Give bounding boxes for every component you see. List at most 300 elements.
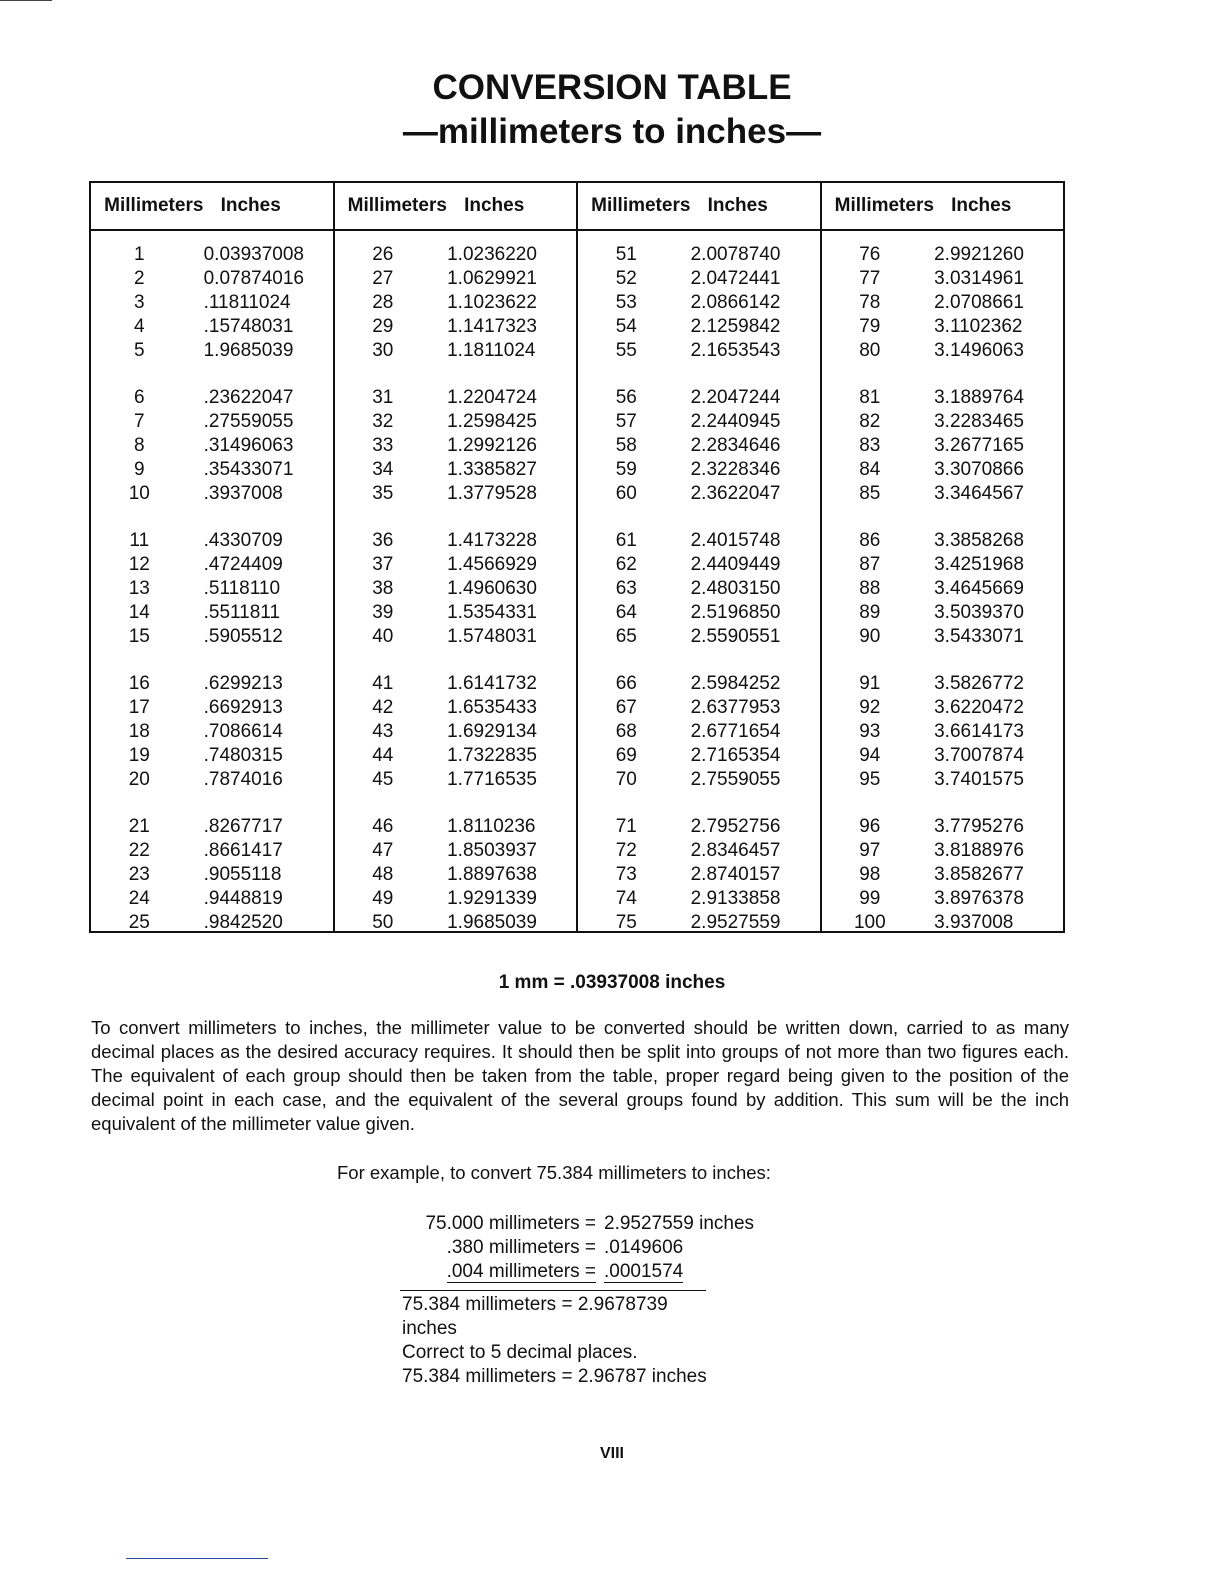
mm-value: 35 xyxy=(372,483,394,504)
table-header xyxy=(335,183,577,231)
mm-value: 78 xyxy=(859,292,881,313)
inch-value: 2.8740157 xyxy=(690,864,781,885)
inch-value: 2.2834646 xyxy=(690,435,781,456)
inch-value: .15748031 xyxy=(203,316,294,337)
inch-value: 2.9527559 xyxy=(690,912,781,933)
header-inches: Inches xyxy=(951,195,1012,216)
mm-value: 93 xyxy=(859,721,881,742)
table-column-group xyxy=(822,183,1064,931)
table-row xyxy=(578,529,820,553)
inch-value: 1.8503937 xyxy=(447,840,537,861)
mm-value: 21 xyxy=(128,816,150,837)
table-row xyxy=(822,815,1064,839)
mm-value: 50 xyxy=(372,912,394,933)
mm-value: 14 xyxy=(128,602,150,623)
mm-value: 48 xyxy=(372,864,394,885)
inch-value: 2.3622047 xyxy=(690,483,781,504)
table-row xyxy=(91,529,333,553)
table-row xyxy=(822,839,1064,863)
inch-value: .5905512 xyxy=(203,626,283,647)
table-row xyxy=(578,267,820,291)
inch-value: 2.7165354 xyxy=(690,745,781,766)
table-row xyxy=(822,315,1064,339)
mm-value: 32 xyxy=(372,411,394,432)
inch-value: 1.5748031 xyxy=(447,626,537,647)
mm-value: 68 xyxy=(615,721,637,742)
table-row xyxy=(578,243,820,267)
inch-value: 3.1496063 xyxy=(934,340,1024,361)
mm-value: 63 xyxy=(615,578,637,599)
inch-value: 3.2677165 xyxy=(934,435,1024,456)
table-row xyxy=(91,315,333,339)
table-row xyxy=(335,863,577,887)
header-millimeters: Millimeters xyxy=(347,195,447,216)
inch-value: 1.8897638 xyxy=(447,864,537,885)
mm-value: 25 xyxy=(128,912,150,933)
mm-value: 97 xyxy=(859,840,881,861)
inch-value: .4330709 xyxy=(203,530,283,551)
inch-value: 2.0078740 xyxy=(690,244,781,265)
inch-value: 3.4645669 xyxy=(934,578,1024,599)
table-row xyxy=(578,672,820,696)
table-row xyxy=(578,386,820,410)
table-row xyxy=(335,839,577,863)
page-number: VIII xyxy=(599,1445,624,1462)
inch-value: 2.6771654 xyxy=(690,721,781,742)
mm-value: 66 xyxy=(615,673,637,694)
inch-value: 3.6614173 xyxy=(934,721,1024,742)
mm-value: 2 xyxy=(134,268,145,289)
title-line-1: CONVERSION TABLE xyxy=(432,68,792,107)
inch-value: 2.1653543 xyxy=(690,340,781,361)
inch-value: 3.6220472 xyxy=(934,697,1024,718)
inch-value: 2.2440945 xyxy=(690,411,781,432)
mm-value: 26 xyxy=(372,244,394,265)
mm-value: 86 xyxy=(859,530,881,551)
mm-value: 73 xyxy=(615,864,637,885)
table-row xyxy=(578,315,820,339)
inch-value: 3.5826772 xyxy=(934,673,1024,694)
table-row xyxy=(335,553,577,577)
table-row xyxy=(91,696,333,720)
mm-value: 90 xyxy=(859,626,881,647)
table-row xyxy=(91,815,333,839)
worked-example xyxy=(400,1212,754,1389)
row-block xyxy=(822,672,1064,792)
table-row xyxy=(335,887,577,911)
table-row xyxy=(822,458,1064,482)
mm-value: 38 xyxy=(372,578,394,599)
mm-value: 20 xyxy=(128,769,150,790)
inch-value: 2.3228346 xyxy=(690,459,781,480)
inch-value: 2.2047244 xyxy=(690,387,781,408)
inch-value: 1.4960630 xyxy=(447,578,537,599)
mm-value: 12 xyxy=(128,554,150,575)
row-block xyxy=(335,672,577,792)
table-row xyxy=(822,577,1064,601)
inch-value: 2.8346457 xyxy=(690,840,781,861)
mm-value: 91 xyxy=(859,673,881,694)
table-row xyxy=(335,267,577,291)
table-row xyxy=(91,553,333,577)
row-block xyxy=(822,815,1064,935)
inch-value: 2.5590551 xyxy=(690,626,781,647)
inch-value: 1.6535433 xyxy=(447,697,537,718)
inch-value: 1.8110236 xyxy=(447,816,536,837)
table-row xyxy=(822,482,1064,506)
inch-value: .9448819 xyxy=(203,888,283,909)
row-block xyxy=(91,529,333,649)
table-row xyxy=(578,577,820,601)
inch-value: 3.1889764 xyxy=(934,387,1024,408)
table-row xyxy=(578,553,820,577)
row-block xyxy=(822,386,1064,506)
table-row xyxy=(822,625,1064,649)
inch-value: 1.9685039 xyxy=(447,912,537,933)
example-line-left: 75.000 millimeters = xyxy=(425,1213,596,1234)
title-line-2: —millimeters to inches— xyxy=(402,112,822,151)
table-row xyxy=(335,696,577,720)
inch-value: 1.3385827 xyxy=(447,459,537,480)
row-block xyxy=(822,243,1064,363)
inch-value: 2.9921260 xyxy=(934,244,1024,265)
inch-value: 2.7559055 xyxy=(690,769,781,790)
mm-value: 3 xyxy=(134,292,145,313)
inch-value: 1.2204724 xyxy=(447,387,537,408)
header-inches: Inches xyxy=(464,195,525,216)
inch-value: 0.03937008 xyxy=(203,244,304,265)
table-row xyxy=(822,887,1064,911)
mm-value: 15 xyxy=(128,626,150,647)
table-row xyxy=(578,839,820,863)
table-row xyxy=(91,577,333,601)
table-row xyxy=(91,601,333,625)
mm-value: 79 xyxy=(859,316,881,337)
table-row xyxy=(578,863,820,887)
example-line-left-text: .004 millimeters = xyxy=(446,1261,596,1282)
table-row xyxy=(335,434,577,458)
table-column-group xyxy=(91,183,335,931)
table-column-group xyxy=(578,183,822,931)
table-header xyxy=(822,183,1064,231)
inch-value: .7086614 xyxy=(203,721,283,742)
conversion-formula: 1 mm = .03937008 inches xyxy=(498,972,726,993)
mm-value: 98 xyxy=(859,864,881,885)
mm-value: 49 xyxy=(372,888,394,909)
mm-value: 100 xyxy=(853,912,886,933)
mm-value: 80 xyxy=(859,340,881,361)
table-row xyxy=(822,386,1064,410)
mm-value: 74 xyxy=(615,888,637,909)
row-block xyxy=(822,529,1064,649)
table-row xyxy=(335,529,577,553)
mm-value: 36 xyxy=(372,530,394,551)
mm-value: 81 xyxy=(859,387,881,408)
table-row xyxy=(91,386,333,410)
mm-value: 75 xyxy=(615,912,637,933)
example-line-right xyxy=(604,1260,683,1284)
table-row xyxy=(91,625,333,649)
example-line xyxy=(400,1212,754,1236)
mm-value: 72 xyxy=(615,840,637,861)
table-row xyxy=(822,911,1064,935)
mm-value: 41 xyxy=(372,673,394,694)
example-line-left xyxy=(400,1260,604,1284)
inch-value: 1.1023622 xyxy=(447,292,537,313)
inch-value: 3.3464567 xyxy=(934,483,1024,504)
row-block xyxy=(335,243,577,363)
table-row xyxy=(822,744,1064,768)
inch-value: 1.9685039 xyxy=(203,340,294,361)
conversion-table xyxy=(89,181,1065,933)
mm-value: 76 xyxy=(859,244,881,265)
mm-value: 46 xyxy=(372,816,394,837)
table-row xyxy=(822,243,1064,267)
table-row xyxy=(822,553,1064,577)
mm-value: 40 xyxy=(372,626,394,647)
table-header xyxy=(91,183,333,231)
table-row xyxy=(335,744,577,768)
table-row xyxy=(822,291,1064,315)
mm-value: 29 xyxy=(372,316,394,337)
example-line-right: 2.9527559 inches xyxy=(604,1213,755,1234)
example-intro: For example, to convert 75.384 millimeters to inches: xyxy=(337,1162,771,1183)
mm-value: 22 xyxy=(128,840,150,861)
mm-value: 59 xyxy=(615,459,637,480)
inch-value: 1.5354331 xyxy=(447,602,537,623)
mm-value: 60 xyxy=(615,483,637,504)
mm-value: 87 xyxy=(859,554,881,575)
inch-value: 1.4173228 xyxy=(447,530,537,551)
inch-value: 3.1102362 xyxy=(934,316,1023,337)
inch-value: 2.5196850 xyxy=(690,602,781,623)
inch-value: 2.9133858 xyxy=(690,888,781,909)
bottom-edge-line xyxy=(126,1558,268,1559)
inch-value: 2.6377953 xyxy=(690,697,781,718)
inch-value: 3.8976378 xyxy=(934,888,1024,909)
mm-value: 69 xyxy=(615,745,637,766)
mm-value: 70 xyxy=(615,769,637,790)
inch-value: 2.4015748 xyxy=(690,530,781,551)
row-block xyxy=(91,386,333,506)
inch-value: 2.7952756 xyxy=(690,816,781,837)
table-row xyxy=(822,410,1064,434)
table-row xyxy=(91,887,333,911)
table-row xyxy=(578,768,820,792)
mm-value: 9 xyxy=(134,459,145,480)
page-title xyxy=(0,66,1224,154)
inch-value: .8267717 xyxy=(203,816,283,837)
mm-value: 82 xyxy=(859,411,881,432)
header-inches: Inches xyxy=(707,195,768,216)
mm-value: 19 xyxy=(128,745,150,766)
table-row xyxy=(335,601,577,625)
table-row xyxy=(335,815,577,839)
inch-value: 1.1417323 xyxy=(447,316,537,337)
inch-value: 1.2992126 xyxy=(447,435,537,456)
mm-value: 18 xyxy=(128,721,150,742)
table-row xyxy=(578,601,820,625)
mm-value: 95 xyxy=(859,769,881,790)
table-row xyxy=(335,243,577,267)
mm-value: 52 xyxy=(615,268,637,289)
mm-value: 58 xyxy=(615,435,637,456)
table-row xyxy=(578,887,820,911)
table-row xyxy=(335,339,577,363)
inch-value: 2.4803150 xyxy=(690,578,781,599)
inch-value: .5511811 xyxy=(203,602,281,623)
mm-value: 4 xyxy=(134,316,145,337)
table-row xyxy=(335,625,577,649)
inch-value: 2.4409449 xyxy=(690,554,781,575)
table-row xyxy=(91,720,333,744)
mm-value: 10 xyxy=(128,483,150,504)
inch-value: 3.7401575 xyxy=(934,769,1024,790)
inch-value: 1.1811024 xyxy=(447,340,536,361)
inch-value: 1.6141732 xyxy=(447,673,537,694)
inch-value: 1.7716535 xyxy=(447,769,537,790)
inch-value: .31496063 xyxy=(203,435,294,456)
mm-value: 89 xyxy=(859,602,881,623)
inch-value: .9055118 xyxy=(203,864,282,885)
table-row xyxy=(335,577,577,601)
table-row xyxy=(822,696,1064,720)
table-row xyxy=(578,720,820,744)
inch-value: 1.2598425 xyxy=(447,411,537,432)
inch-value: 1.9291339 xyxy=(447,888,537,909)
row-block xyxy=(91,672,333,792)
table-row xyxy=(578,458,820,482)
mm-value: 13 xyxy=(128,578,150,599)
mm-value: 85 xyxy=(859,483,881,504)
table-row xyxy=(822,267,1064,291)
inch-value: 3.8188976 xyxy=(934,840,1024,861)
inch-value: .27559055 xyxy=(203,411,294,432)
mm-value: 42 xyxy=(372,697,394,718)
inch-value: 3.7795276 xyxy=(934,816,1024,837)
row-block xyxy=(91,815,333,935)
inch-value: 3.8582677 xyxy=(934,864,1024,885)
table-row xyxy=(335,482,577,506)
inch-value: 1.0236220 xyxy=(447,244,537,265)
inch-value: 3.0314961 xyxy=(934,268,1024,289)
inch-value: 2.0866142 xyxy=(690,292,781,313)
table-row xyxy=(335,386,577,410)
example-sum: 75.384 millimeters = 2.9678739 inches xyxy=(400,1290,706,1341)
mm-value: 44 xyxy=(372,745,394,766)
mm-value: 23 xyxy=(128,864,150,885)
header-millimeters: Millimeters xyxy=(104,195,204,216)
table-row xyxy=(578,482,820,506)
mm-value: 34 xyxy=(372,459,394,480)
mm-value: 84 xyxy=(859,459,881,480)
table-row xyxy=(335,315,577,339)
inch-value: .35433071 xyxy=(203,459,294,480)
example-line-left: .380 millimeters = xyxy=(446,1237,596,1258)
table-row xyxy=(91,744,333,768)
inch-value: .5118110 xyxy=(203,578,281,599)
inch-value: 1.7322835 xyxy=(447,745,537,766)
row-block xyxy=(335,815,577,935)
top-edge-line xyxy=(0,0,52,1)
example-result: 75.384 millimeters = 2.96787 inches xyxy=(402,1366,707,1387)
inch-value: 3.2283465 xyxy=(934,411,1024,432)
table-row xyxy=(91,768,333,792)
inch-value: 3.5433071 xyxy=(934,626,1024,647)
inch-value: 3.7007874 xyxy=(934,745,1024,766)
mm-value: 61 xyxy=(615,530,637,551)
mm-value: 43 xyxy=(372,721,394,742)
table-row xyxy=(91,839,333,863)
table-row xyxy=(91,482,333,506)
inch-value: .7480315 xyxy=(203,745,283,766)
inch-value: 1.0629921 xyxy=(447,268,537,289)
table-row xyxy=(91,410,333,434)
inch-value: 2.0708661 xyxy=(934,292,1024,313)
mm-value: 1 xyxy=(134,244,145,265)
inch-value: 0.07874016 xyxy=(203,268,304,289)
table-row xyxy=(578,410,820,434)
mm-value: 54 xyxy=(615,316,637,337)
mm-value: 51 xyxy=(615,244,637,265)
mm-value: 37 xyxy=(372,554,394,575)
table-row xyxy=(822,529,1064,553)
mm-value: 64 xyxy=(615,602,637,623)
table-row xyxy=(578,339,820,363)
inch-value: .23622047 xyxy=(203,387,294,408)
inch-value: .3937008 xyxy=(203,483,283,504)
row-block xyxy=(578,243,820,363)
inch-value: .6692913 xyxy=(203,697,283,718)
table-row xyxy=(91,863,333,887)
table-row xyxy=(822,720,1064,744)
inch-value: 2.0472441 xyxy=(690,268,781,289)
table-row xyxy=(335,291,577,315)
mm-value: 67 xyxy=(615,697,637,718)
table-row xyxy=(822,863,1064,887)
table-row xyxy=(578,291,820,315)
inch-value: 1.3779528 xyxy=(447,483,537,504)
inch-value: 3.3070866 xyxy=(934,459,1024,480)
table-row xyxy=(335,911,577,935)
inch-value: 1.6929134 xyxy=(447,721,537,742)
instructions-paragraph: To convert millimeters to inches, the millimeter value to be converted should be written down, carried to as many decimal places as the desired accuracy requires. It should then be split into groups of not more than two figures each. The equivalent of each group should then be taken from the table, proper regard being given to the position of the decimal point in each case, and the equivalent of the several groups found by addition. This sum will be the inch equivalent of the millimeter value given. xyxy=(91,1017,1069,1134)
mm-value: 96 xyxy=(859,816,881,837)
header-millimeters: Millimeters xyxy=(591,195,691,216)
mm-value: 92 xyxy=(859,697,881,718)
mm-value: 16 xyxy=(128,673,150,694)
mm-value: 57 xyxy=(615,411,637,432)
example-line-right: .0149606 xyxy=(604,1237,684,1258)
example-line xyxy=(400,1236,754,1260)
inch-value: .7874016 xyxy=(203,769,283,790)
mm-value: 55 xyxy=(615,340,637,361)
mm-value: 5 xyxy=(134,340,145,361)
mm-value: 53 xyxy=(615,292,637,313)
table-header xyxy=(578,183,820,231)
table-row xyxy=(578,815,820,839)
row-block xyxy=(335,529,577,649)
table-row xyxy=(91,911,333,935)
mm-value: 8 xyxy=(134,435,145,456)
inch-value: 2.5984252 xyxy=(690,673,781,694)
table-row xyxy=(335,410,577,434)
table-row xyxy=(822,768,1064,792)
table-row xyxy=(578,744,820,768)
row-block xyxy=(578,529,820,649)
table-row xyxy=(91,672,333,696)
row-block xyxy=(335,386,577,506)
